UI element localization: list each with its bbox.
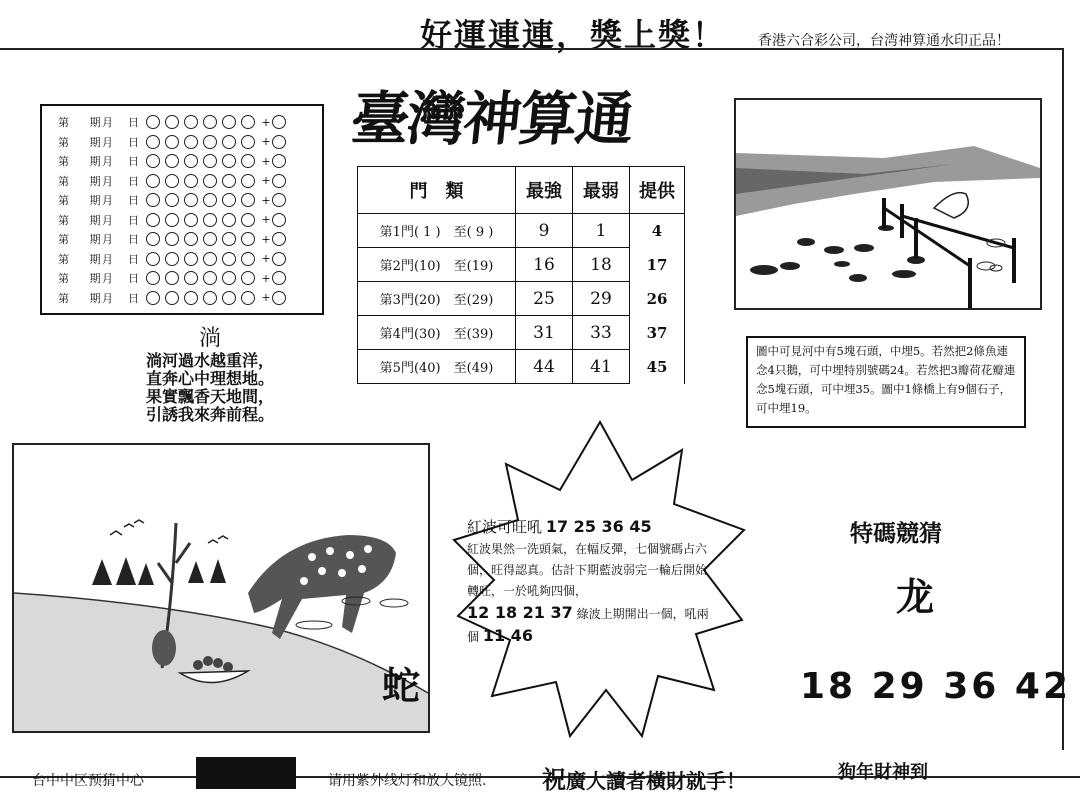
provide-cell: 26 [630,282,685,316]
grid-month-label: 月 [102,194,113,207]
grid-plus: + [261,252,271,265]
grid-circle [222,174,236,188]
grid-plus: + [261,232,271,246]
grid-special-circle [272,213,286,227]
grid-plus: + [261,115,271,129]
grid-circle [203,135,217,149]
weakest-cell: 1 [573,214,630,248]
grid-circle [241,271,255,285]
special-numbers: 18 29 36 42 [800,666,1071,707]
burst-tail-text: 綠波上期開出一個，吼兩個 [467,607,709,644]
page-title: 臺灣神算通 [347,85,636,153]
header-company: 香港六合彩公司，台湾神算通水印正品！ [758,33,1010,49]
grid-circle [146,232,160,246]
grid-plus: + [261,174,271,187]
grid-special-circle [272,154,286,168]
strongest-cell: 31 [516,316,573,350]
grid-circle [203,193,217,207]
burst-head: 紅波可旺吼 [467,518,543,536]
grid-circle [222,115,236,129]
tree-stump [152,630,176,666]
grid-circle [241,291,255,305]
grid-day-label: 日 [128,155,139,168]
grid-circle [146,252,160,266]
grid-circle [146,271,160,285]
grid-period-label: 第 [58,135,69,149]
grid-month-label: 月 [102,252,113,266]
grid-month-label: 月 [102,135,113,149]
door-cell: 第3門(20) 至(29) [358,282,516,316]
grid-period-label: 第 [58,116,69,129]
grid-circle [146,135,160,149]
grid-circle [184,213,198,227]
grid-row [58,132,291,152]
burst-body: 紅波果然一洗頭氣，在幅反彈，七個號碼占六個，旺得認真。估計下期藍波弱完一輪后開始轉旺，一於吼夠四個， [467,542,708,598]
grid-circle [241,193,255,207]
weakest-cell: 41 [573,350,630,384]
grid-plus: + [261,291,271,304]
grid-day-label: 日 [128,174,139,188]
weakest-cell: 18 [573,248,630,282]
col-provide: 提供 [630,167,685,214]
grid-circle [203,154,217,168]
grid-circle [203,174,217,188]
grid-day-label: 日 [128,135,139,149]
grid-circle [184,154,198,168]
grid-special-circle [272,232,286,246]
grid-special-circle [272,271,286,285]
grid-plus: + [261,271,271,285]
grid-circle [241,213,255,227]
wish-char: 祝 [542,765,566,794]
grid-circle [203,252,217,266]
grid-circle [165,291,179,305]
grid-plus: + [261,154,271,168]
grid-circle [222,135,236,149]
grid-circle [222,252,236,266]
grid-circle [184,115,198,129]
strongest-cell: 16 [516,248,573,282]
grid-period-label: 第 [58,272,69,285]
grid-circle [241,115,255,129]
grid-circle [146,115,160,129]
grid-plus: + [261,135,271,148]
grid-row [58,288,291,308]
grid-circle [165,213,179,227]
grid-circle [165,115,179,129]
provide-cell: 4 [630,214,685,248]
grid-circle [184,174,198,188]
grid-month-label: 月 [102,291,113,305]
picture-note: 圖中可見河中有5塊石頭，中埋5。若然把2條魚連念4只鵝，可中埋特別號碼24。若然把3瓣荷花瓣連念5塊石頭，可中埋35。圖中1條橋上有9個石子，可中埋19。 [746,336,1026,428]
grid-special-circle [272,174,286,188]
grid-circle [165,174,179,188]
grid-circle [184,271,198,285]
grid-circle [203,115,217,129]
grid-period-suffix: 期 [89,155,101,168]
poem-line: 果實飄香天地間， [145,387,274,406]
grid-circle [222,291,236,305]
scene-animal: 蛇 [382,664,421,708]
door-cell: 第1門( 1 ) 至( 9 ) [358,214,516,248]
poem [120,326,300,424]
grid-day-label: 日 [128,213,139,227]
grid-circle [222,154,236,168]
doors-table-wrap [357,166,685,384]
grid-circle [203,232,217,246]
weakest-cell: 29 [573,282,630,316]
col-weakest: 最弱 [573,167,630,214]
grid-circle [165,252,179,266]
grid-circle [146,154,160,168]
header-slogan: 好運連連，獎上獎！ [420,16,727,54]
strongest-cell: 9 [516,214,573,248]
grid-circle [184,252,198,266]
grid-circle [184,193,198,207]
grid-circle [203,213,217,227]
grid-plus: + [261,213,271,226]
grid-period-suffix: 期 [89,233,101,246]
strongest-cell: 44 [516,350,573,384]
grid-month-label: 月 [102,155,113,168]
grid-period-suffix: 期 [89,194,101,207]
grid-circle [241,174,255,188]
wish-text: 廣大讀者橫財就手！ [566,769,746,793]
grid-special-circle [272,291,286,305]
poem-line: 淌河過水越重洋， [145,351,274,370]
grid-circle [146,213,160,227]
grid-circle [222,232,236,246]
footer-wish [542,760,746,795]
grid-special-circle [272,115,286,129]
door-cell: 第4門(30) 至(39) [358,316,516,350]
grid-period-suffix: 期 [89,174,101,188]
grid-row [58,112,291,132]
poem-line: 引誘我來奔前程。 [145,405,274,424]
doors-row [358,350,685,384]
grid-circle [241,252,255,266]
grid-row [58,190,291,210]
grid-period-suffix: 期 [89,252,101,266]
grid-circle [222,271,236,285]
grid-circle [184,135,198,149]
strongest-cell: 25 [516,282,573,316]
provide-cell: 37 [630,316,685,350]
footer-center-name: 台中中区预猜中心 [32,773,144,789]
provide-cell: 17 [630,248,685,282]
grid-special-circle [272,252,286,266]
grid-period-suffix: 期 [89,135,101,149]
grid-period-label: 第 [58,291,69,305]
grid-period-label: 第 [58,194,69,207]
provide-cell: 45 [630,350,685,384]
grid-month-label: 月 [102,116,113,129]
grid-day-label: 日 [128,233,139,246]
grid-period-label: 第 [58,213,69,227]
door-cell: 第2門(10) 至(19) [358,248,516,282]
grid-row [58,229,291,249]
grid-circle [241,232,255,246]
grid-circle [165,232,179,246]
special-animal: 龙 [896,575,935,619]
grid-period-label: 第 [58,233,69,246]
grid-row [58,268,291,288]
grid-row [58,210,291,230]
grid-day-label: 日 [128,116,139,129]
grid-circle [184,291,198,305]
redacted-block [196,757,296,789]
grid-circle [146,174,160,188]
burst-tail-nums: 12 18 21 37 [467,603,573,622]
grid-period-suffix: 期 [89,116,101,129]
grid-circle [222,193,236,207]
grid-period-suffix: 期 [89,272,101,285]
poem-title: 淌 [198,326,221,351]
doors-row [358,214,685,248]
grid-row [58,249,291,269]
doors-row [358,248,685,282]
grid-circle [241,135,255,149]
grid-special-circle [272,135,286,149]
grid-circle [241,154,255,168]
special-label: 特碼競猜 [850,521,942,547]
grid-period-label: 第 [58,155,69,168]
grid-circle [165,193,179,207]
weakest-cell: 33 [573,316,630,350]
door-cell: 第5門(40) 至(49) [358,350,516,384]
grid-circle [146,193,160,207]
grid-period-label: 第 [58,252,69,266]
grid-period-suffix: 期 [89,213,101,227]
doors-row [358,282,685,316]
grid-row [58,171,291,191]
doors-row [358,316,685,350]
grid-period-suffix: 期 [89,291,101,305]
burst-tail-nums2: 11 46 [482,626,533,645]
grid-circle [146,291,160,305]
grid-circle [165,135,179,149]
number-grid [40,104,324,315]
poem-line: 直奔心中理想地。 [145,369,274,388]
grid-period-label: 第 [58,174,69,188]
burst-head-nums: 17 25 36 45 [545,517,652,536]
grid-month-label: 月 [102,213,113,227]
doors-header-row [358,167,685,214]
grid-month-label: 月 [102,272,113,285]
grid-month-label: 月 [102,233,113,246]
river-illustration [734,98,1042,310]
grid-row [58,151,291,171]
grid-day-label: 日 [128,291,139,305]
grid-day-label: 日 [128,194,139,207]
grid-month-label: 月 [102,174,113,188]
grid-plus: + [261,193,271,207]
grid-circle [165,154,179,168]
grid-day-label: 日 [128,252,139,266]
footer-instruction: 请用紫外线灯和放大镜照. [328,773,487,789]
grid-day-label: 日 [128,272,139,285]
burst-text [467,516,717,648]
doors-table [357,166,685,384]
grid-circle [165,271,179,285]
footer-slogan: 狗年財神到 [838,762,928,783]
col-strongest: 最強 [516,167,573,214]
grid-circle [184,232,198,246]
deer-scene [12,443,430,733]
grid-circle [203,291,217,305]
grid-special-circle [272,193,286,207]
col-door: 門 類 [358,167,516,214]
grid-circle [203,271,217,285]
grid-circle [222,213,236,227]
